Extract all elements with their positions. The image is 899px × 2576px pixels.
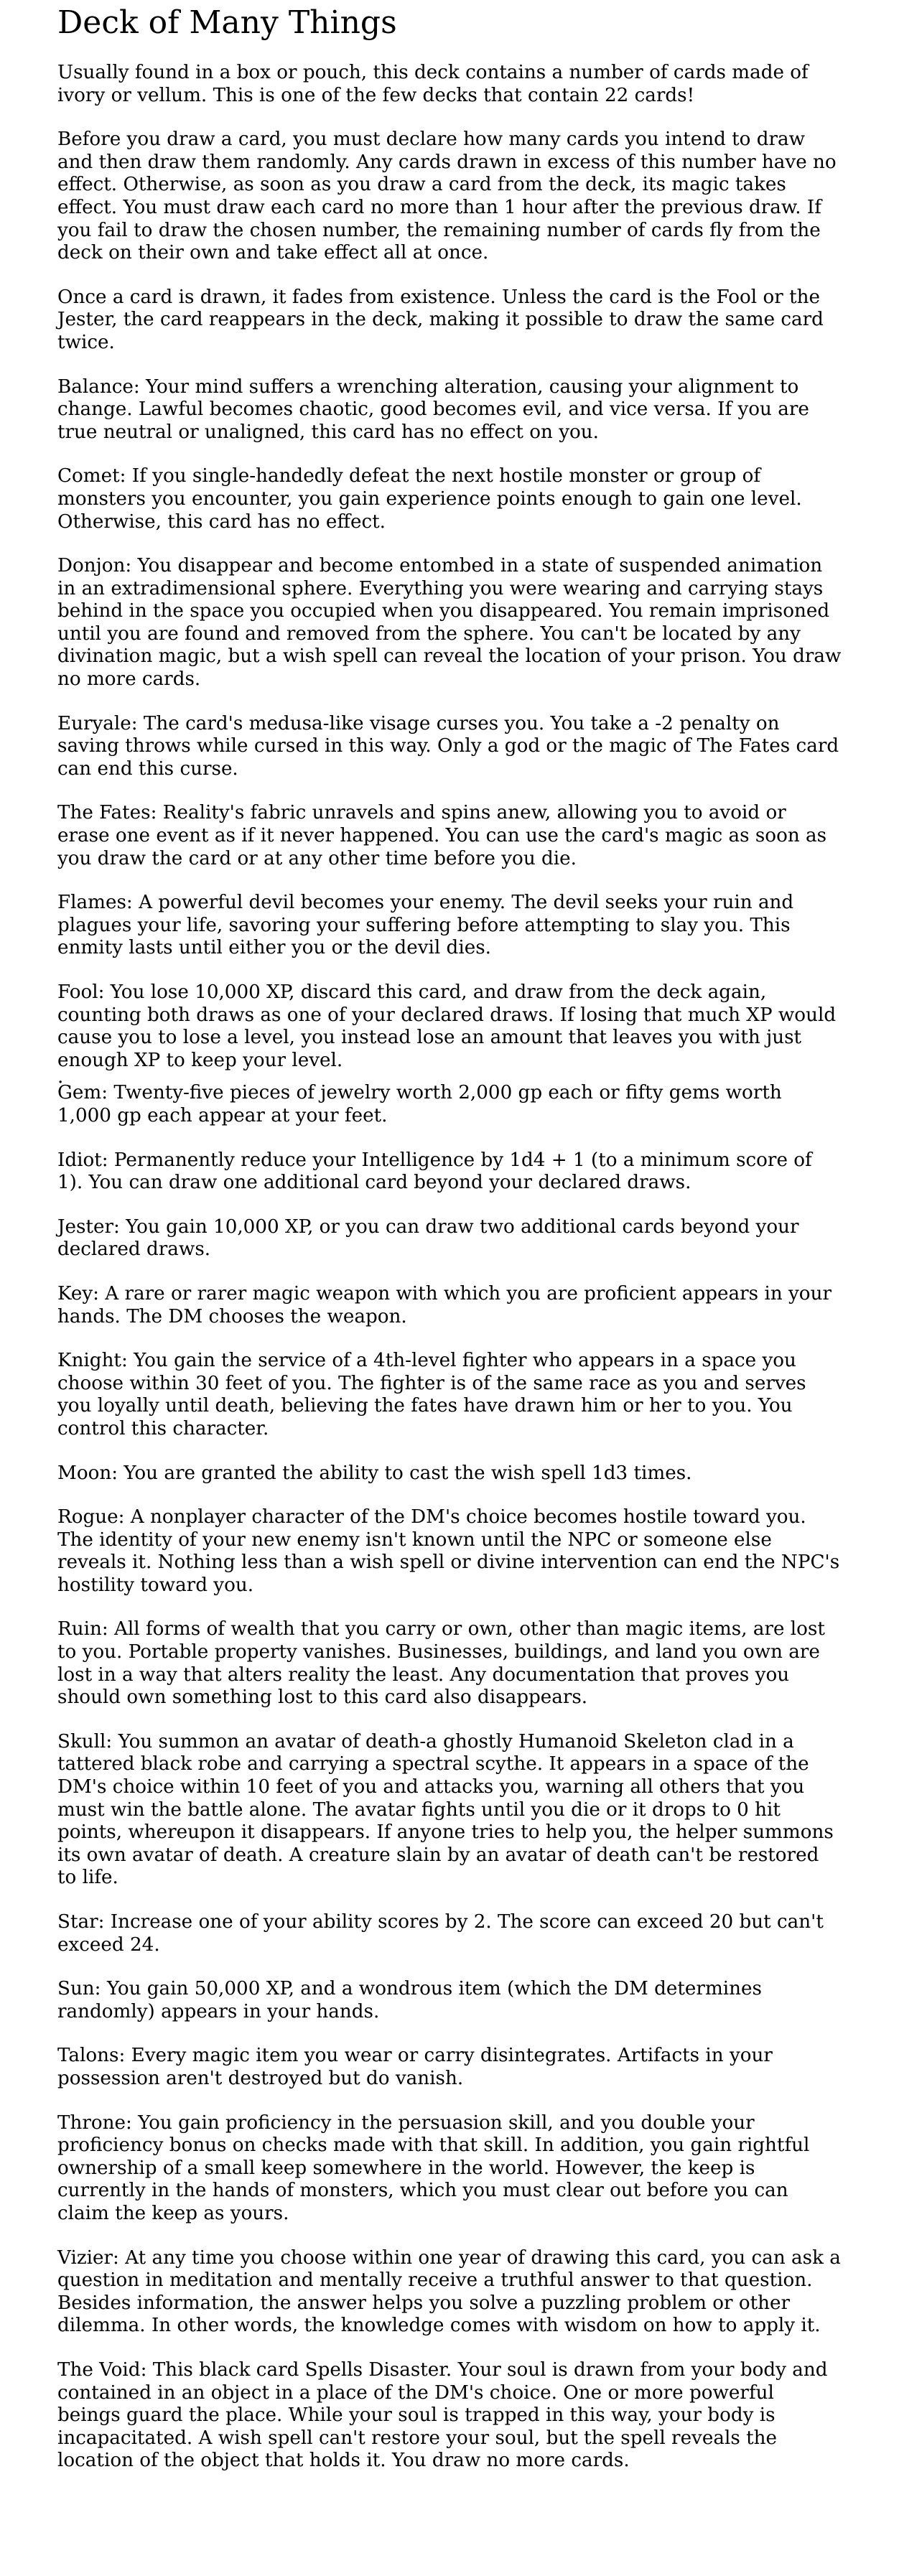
card-the-void: The Void: This black card Spells Disaster. Your soul is drawn from your body and contained in an object in a place of the DM's choice. One or more powerful beings guard the place. While your soul is trapped in this way, your body is incapacitated. A wish spell can't restore your soul, but the spell reveals the location of the object that holds it. You draw no more cards.: [57, 2358, 828, 2472]
card-euryale: Euryale: The card's medusa-like visage curses you. You take a -2 penalty on saving throws while cursed in this way. Only a god or the magic of The Fates card can end this curse.: [57, 712, 839, 780]
card-vizier: Vizier: At any time you choose within one year of drawing this card, you can ask a question in meditation and mentally receive a truthful answer to that question. Besides information, the answer helps you solve a puzzling problem or other dilemma. In other words, the knowledge comes with wisdom on how to apply it.: [57, 2246, 841, 2337]
card-jester: Jester: You gain 10,000 XP, or you can draw two additional cards beyond your declared draws.: [57, 1215, 799, 1261]
card-throne: Throne: You gain proficiency in the persuasion skill, and you double your proficiency bonus on checks made with that skill. In addition, you gain rightful ownership of a small keep somewhere in the world. However, the keep is currently in the hands of monsters, which you must clear out before you can claim the keep as yours.: [57, 2111, 810, 2224]
card-fool: Fool: You lose 10,000 XP, discard this card, and draw from the deck again, counting both draws as one of your declared draws. If losing that much XP would cause you to lose a level, you instead lose an amount that leaves you with just enough XP to keep your level.: [57, 981, 837, 1071]
card-skull: Skull: You summon an avatar of death-a ghostly Humanoid Skeleton clad in a tattered black robe and carrying a spectral scythe. It appears in a space of the DM's choice within 10 feet of you and attacks you, warning all others that you must win the battle alone. The avatar fights until you die or it drops to 0 hit points, whereupon it disappears. If anyone tries to help you, the helper summons its own avatar of death. A creature slain by an avatar of death can't be restored to life.: [57, 1730, 834, 1889]
card-moon: Moon: You are granted the ability to cast the wish spell 1d3 times.: [57, 1462, 692, 1484]
card-idiot: Idiot: Permanently reduce your Intelligence by 1d4 + 1 (to a minimum score of 1). You can draw one additional card beyond your declared draws.: [57, 1149, 812, 1194]
page-title: Deck of Many Things: [57, 4, 397, 41]
card-donjon: Donjon: You disappear and become entombed in a state of suspended animation in an extradimensional sphere. Everything you were wearing and carrying stays behind in the space you occupied when you disappeared. You remain imprisoned until you are found and removed from the sphere. You can't be located by any divination magic, but a wish spell can reveal the location of your prison. You draw no more cards.: [57, 555, 842, 691]
card-knight: Knight: You gain the service of a 4th-level fighter who appears in a space you choose within 30 feet of you. The fighter is of the same race as you and serves you loyally until death, believing the fates have drawn him or her to you. You control this character.: [57, 1350, 806, 1439]
card-balance: Balance: Your mind suffers a wrenching alteration, causing your alignment to change. Lawful becomes chaotic, good becomes evil, and vice versa. If you are true neutral or unaligned, this card has no effect on you.: [57, 375, 809, 443]
drawing-rules-paragraph: Before you draw a card, you must declare how many cards you intend to draw and then draw them randomly. Any cards drawn in excess of this number have no effect. Otherwise, as soon as you draw a card from the deck, its magic takes effect. You must draw each card no more than 1 hour after the previous draw. If you fail to draw the chosen number, the remaining number of cards fly from the deck on their own and take effect all at once.: [57, 129, 837, 264]
card-sun: Sun: You gain 50,000 XP, and a wondrous item (which the DM determines randomly) appears in your hands.: [57, 1978, 762, 2022]
card-ruin: Ruin: All forms of wealth that you carry or own, other than magic items, are lost to you. Portable property vanishes. Businesses, buildings, and land you own are lost in a way that alters reality the least. Any documentation that proves you should own something lost to this card also disappears.: [57, 1618, 825, 1709]
card-talons: Talons: Every magic item you wear or carry disintegrates. Artifacts in your possession aren't destroyed but do vanish.: [57, 2045, 773, 2089]
card-gem: Gem: Twenty-five pieces of jewelry worth 2,000 gp each or fifty gems worth 1,000 gp each appear at your feet.: [57, 1082, 782, 1126]
intro-paragraph: Usually found in a box or pouch, this deck contains a number of cards made of ivory or vellum. This is one of the few decks that contain 22 cards!: [57, 62, 809, 106]
card-flames: Flames: A powerful devil becomes your enemy. The devil seeks your ruin and plagues your life, savoring your suffering before attempting to slay you. This enmity lasts until either you or the devil dies.: [57, 892, 794, 959]
card-comet: Comet: If you single-handedly defeat the next hostile monster or group of monsters you encounter, you gain experience points enough to gain one level. Otherwise, this card has no effect.: [57, 465, 802, 533]
card-star: Star: Increase one of your ability scores by 2. The score can exceed 20 but can't exceed 24.: [57, 1911, 824, 1956]
stray-dot: .: [57, 1066, 64, 1088]
card-key: Key: A rare or rarer magic weapon with which you are proficient appears in your hands. The DM chooses the weapon.: [57, 1282, 832, 1327]
card-the-fates: The Fates: Reality's fabric unravels and spins anew, allowing you to avoid or erase one event as if it never happened. You can use the card's magic as soon as you draw the card or at any other time before you die.: [57, 802, 827, 869]
card-rogue: Rogue: A nonplayer character of the DM's choice becomes hostile toward you. The identity of your new enemy isn't known until the NPC or someone else reveals it. Nothing less than a wish spell or divine intervention can end the NPC's hostility toward you.: [57, 1506, 840, 1596]
card-fade-paragraph: Once a card is drawn, it fades from existence. Unless the card is the Fool or the Jester, the card reappears in the deck, making it possible to draw the same card twice.: [57, 286, 824, 353]
